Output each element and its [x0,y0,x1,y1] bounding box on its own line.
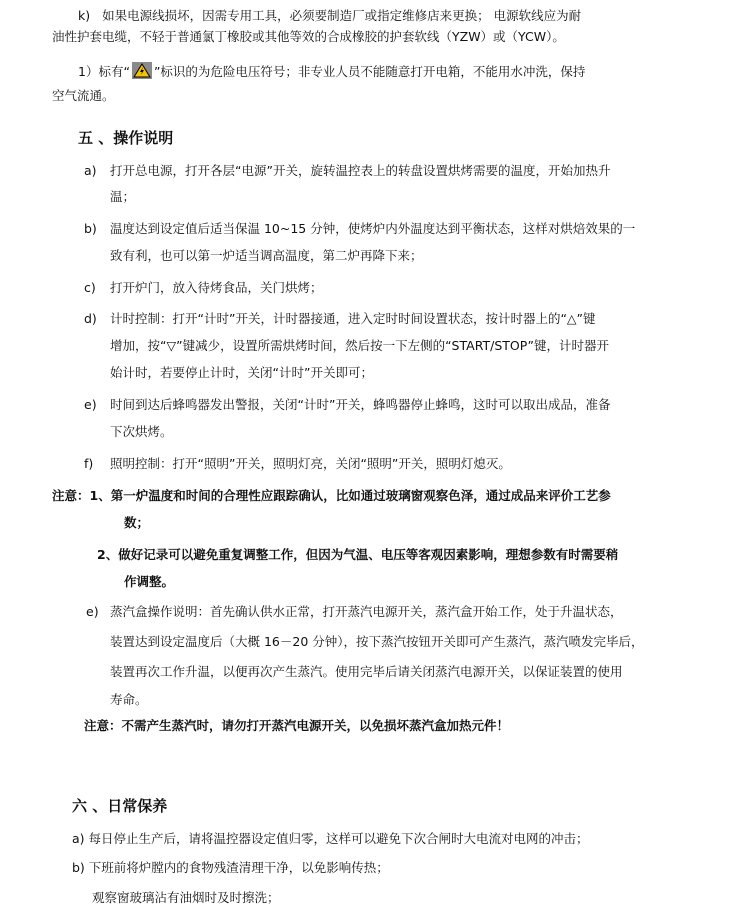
list-item-text: 温度达到设定值后适当保温 10~15 分钟，使烤炉内外温度达到平衡状态，这样对烘焙效果的一 [110,221,636,236]
list-item-text: 照明控制：打开“照明”开关，照明灯亮，关闭“照明”开关，照明灯熄灭。 [110,456,511,471]
list-item-text: 时间到达后蜂鸣器发出警报，关闭“计时”开关，蜂鸣器停止蜂鸣，这时可以取出成品，准备 [110,397,611,412]
list-item-marker: f) [84,456,94,471]
paragraph-k-line2: 油性护套电缆，不轻于普通氯丁橡胶或其他等效的合成橡胶的护套软线（YZW）或（YCW）。 [52,29,565,44]
section-5-title: 五 、操作说明 [78,129,174,147]
note-1-text: 1、第一炉温度和时间的合理性应跟踪确认，比如通过玻璃窗观察色泽，通过成品来评价工艺参 [89,488,611,503]
note-label: 注意： [52,488,90,503]
paragraph-l-line1 [78,62,585,80]
list-item-marker: b) [84,221,97,236]
note-2-line2: 作调整。 [124,574,175,589]
paragraph-k-text: 如果电源线损坏，因需专用工具，必须要制造厂或指定维修店来更换； 电源软线应为耐 [102,8,582,23]
steam-text: 蒸汽盒操作说明：首先确认供水正常，打开蒸汽电源开关，蒸汽盒开始工作，处于升温状态， [110,604,623,619]
list-item-marker: d) [84,311,97,326]
maintenance-item-b: b) 下班前将炉膛内的食物残渣清理干净，以免影响传热； [72,860,389,875]
steam-note: 注意：不需产生蒸汽时，请勿打开蒸汽电源开关，以免损坏蒸汽盒加热元件！ [84,718,510,733]
note-1-line2: 数； [124,515,150,530]
paragraph-l-prefix: 1）标有“ [78,64,130,79]
maintenance-item-a: a) 每日停止生产后，请将温控器设定值归零，这样可以避免下次合闸时大电流对电网的冲击； [72,831,589,846]
note-2-line1: 2、做好记录可以避免重复调整工作，但因为气温、电压等客观因素影响，理想参数有时需要稍 [97,547,619,562]
list-item-text: 计时控制：打开“计时”开关，计时器接通，进入定时时间设置状态，按计时器上的“△”键 [110,311,596,326]
section-6-title: 六 、日常保养 [72,797,168,815]
warning-triangle-lightning-icon [132,62,152,79]
steam-text: 装置达到设定温度后（大概 16－20 分钟），按下蒸汽按钮开关即可产生蒸汽，蒸汽喷发完毕后， [110,634,644,649]
list-item-text: 打开总电源，打开各层“电源”开关，旋转温控表上的转盘设置烘烤需要的温度，开始加热升 [110,163,611,178]
list-item-text: 下次烘烤。 [110,424,173,439]
maintenance-item-c: 观察窗玻璃沾有油烟时及时擦洗； [92,890,280,905]
paragraph-l-suffix: ”标识的为危险电压符号；非专业人员不能随意打开电箱，不能用水冲洗，保持 [153,64,586,79]
list-item-marker: c) [84,280,96,295]
list-item-text: 致有利，也可以第一炉适当调高温度，第二炉再降下来； [110,248,423,263]
steam-text: 装置再次工作升温，以便再次产生蒸汽。使用完毕后请关闭蒸汽电源开关，以保证装置的使用 [110,664,623,679]
paragraph-l-line2: 空气流通。 [52,88,115,103]
list-item-text: 始计时，若要停止计时，关闭“计时”开关即可； [110,365,373,380]
item-marker: k) [78,8,91,23]
paragraph-k-line1 [78,8,581,24]
list-item-marker: a) [84,163,97,178]
steam-text: 寿命。 [110,692,148,707]
list-item-marker: e) [86,604,99,619]
list-item-text: 温； [110,189,136,204]
list-item-text: 增加，按“▽”键减少，设置所需烘烤时间，然后按一下左侧的“START/STOP”键，计时器开 [110,338,609,353]
note-1-line1 [52,488,611,504]
list-item-text: 打开炉门，放入待烤食品，关门烘烤； [110,280,323,295]
list-item-marker: e) [84,397,97,412]
